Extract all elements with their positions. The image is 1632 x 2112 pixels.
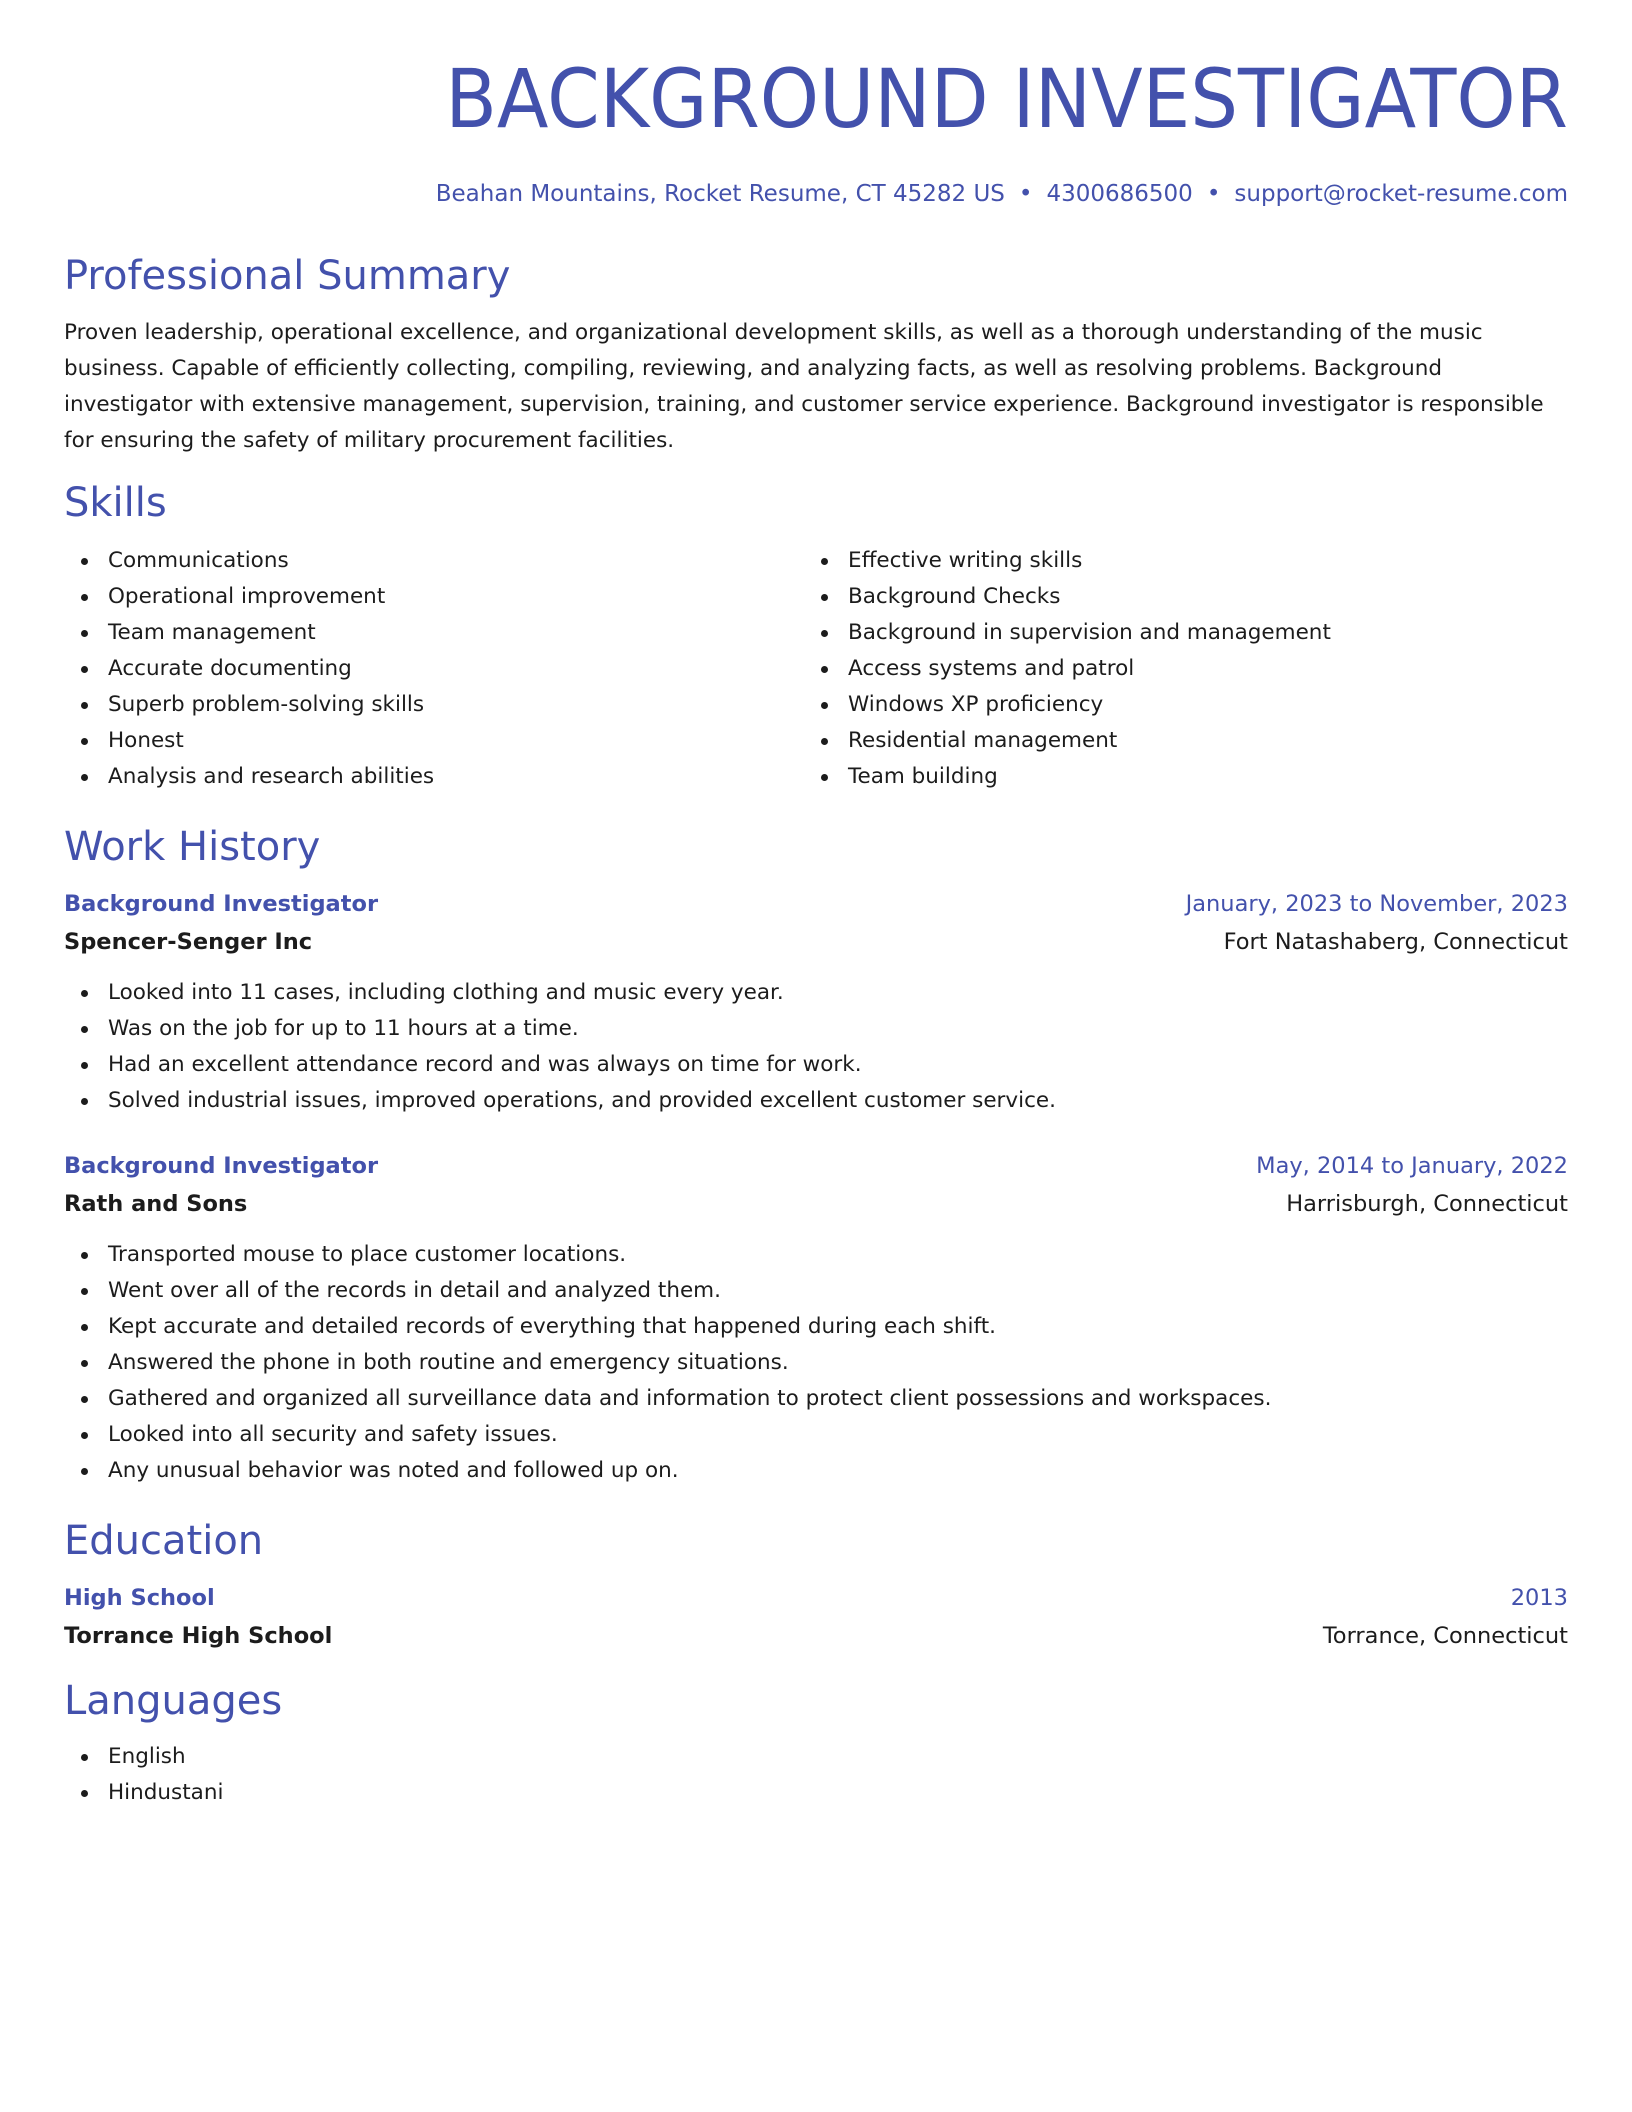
contact-address: Beahan Mountains, Rocket Resume, CT 45282 US: [435, 181, 1005, 207]
skill-item: Communications: [64, 543, 804, 579]
education-section: [64, 1517, 1568, 1655]
job-duty: Looked into 11 cases, including clothing and music every year.: [64, 975, 1568, 1011]
education-school: Torrance High School: [64, 1623, 333, 1649]
contact-line: [64, 178, 1568, 210]
skills-column-left: [64, 543, 804, 795]
language-item: English: [64, 1739, 1568, 1775]
job-company: Spencer-Senger Inc: [64, 929, 313, 955]
contact-phone[interactable]: 4300686500: [1046, 181, 1193, 207]
education-header-row: [64, 1579, 1568, 1617]
job-duty: Kept accurate and detailed records of everything that happened during each shift.: [64, 1309, 1568, 1345]
skill-item: Team management: [64, 615, 804, 651]
languages-list: [64, 1739, 1568, 1811]
skill-item: Accurate documenting: [64, 651, 804, 687]
skill-item: Effective writing skills: [804, 543, 1544, 579]
skills-list-left: [64, 543, 804, 795]
skills-grid: [64, 543, 1568, 795]
job-dates: May, 2014 to January, 2022: [1256, 1153, 1568, 1179]
language-item: Hindustani: [64, 1775, 1568, 1811]
section-title-skills: Skills: [64, 480, 167, 526]
job-duty: Gathered and organized all surveillance data and information to protect client possessions and workspaces.: [64, 1381, 1568, 1417]
languages-section: [64, 1677, 1568, 1811]
summary-text: Proven leadership, operational excellence, and organizational development skills, as well as a thorough understanding of the music business. Capable of efficiently collecting, compiling, reviewing, and analyzing facts, as well as resolving problems. Background investigator with extensive management, supervision, training, and customer service experience. Background investigator is responsible for ensuring the safety of military procurement facilities.: [64, 320, 1544, 453]
skills-section: [64, 479, 1568, 795]
work-history-section: [64, 823, 1568, 1489]
job-title: Background Investigator: [64, 891, 379, 917]
job-dates: January, 2023 to November, 2023: [1185, 891, 1568, 917]
resume-header: [64, 52, 1568, 210]
skill-item: Team building: [804, 759, 1544, 795]
job-title: Background Investigator: [64, 1153, 379, 1179]
contact-email[interactable]: support@rocket-resume.com: [1234, 181, 1568, 207]
job-duty: Looked into all security and safety issues.: [64, 1417, 1568, 1453]
skill-item: Background in supervision and management: [804, 615, 1544, 651]
contact-separator: •: [1206, 181, 1221, 207]
job-company-row: [64, 923, 1568, 961]
education-year: 2013: [1510, 1585, 1568, 1611]
section-title-summary: Professional Summary: [64, 253, 511, 299]
job-company-row: [64, 1185, 1568, 1223]
job-duty: Went over all of the records in detail and analyzed them.: [64, 1273, 1568, 1309]
job-duty: Answered the phone in both routine and emergency situations.: [64, 1345, 1568, 1381]
job-header-row: [64, 1147, 1568, 1185]
skill-item: Superb problem-solving skills: [64, 687, 804, 723]
skill-item: Operational improvement: [64, 579, 804, 615]
skills-column-right: [804, 543, 1544, 795]
education-entry: [64, 1579, 1568, 1655]
job-duty: Transported mouse to place customer locations.: [64, 1237, 1568, 1273]
job-header-row: [64, 885, 1568, 923]
job-company: Rath and Sons: [64, 1191, 248, 1217]
job-duties-list: [64, 975, 1568, 1119]
skill-item: Analysis and research abilities: [64, 759, 804, 795]
contact-separator: •: [1018, 181, 1033, 207]
job-location: Fort Natashaberg, Connecticut: [1223, 929, 1568, 955]
skill-item: Background Checks: [804, 579, 1544, 615]
education-degree: High School: [64, 1585, 215, 1611]
skill-item: Windows XP proficiency: [804, 687, 1544, 723]
skill-item: Residential management: [804, 723, 1544, 759]
candidate-name: BACKGROUND INVESTIGATOR: [445, 53, 1569, 147]
section-title-education: Education: [64, 1518, 264, 1564]
education-location: Torrance, Connecticut: [1322, 1623, 1568, 1649]
skill-item: Access systems and patrol: [804, 651, 1544, 687]
job-duty: Any unusual behavior was noted and followed up on.: [64, 1453, 1568, 1489]
job-entry: [64, 1147, 1568, 1489]
job-duties-list: [64, 1237, 1568, 1489]
job-entry: [64, 885, 1568, 1119]
section-title-work: Work History: [64, 824, 321, 870]
section-title-languages: Languages: [64, 1678, 283, 1724]
professional-summary-section: [64, 252, 1568, 459]
job-location: Harrisburgh, Connecticut: [1286, 1191, 1568, 1217]
skill-item: Honest: [64, 723, 804, 759]
job-duty: Solved industrial issues, improved operations, and provided excellent customer service.: [64, 1083, 1568, 1119]
job-duty: Was on the job for up to 11 hours at a time.: [64, 1011, 1568, 1047]
education-school-row: [64, 1617, 1568, 1655]
skills-list-right: [804, 543, 1544, 795]
job-duty: Had an excellent attendance record and was always on time for work.: [64, 1047, 1568, 1083]
